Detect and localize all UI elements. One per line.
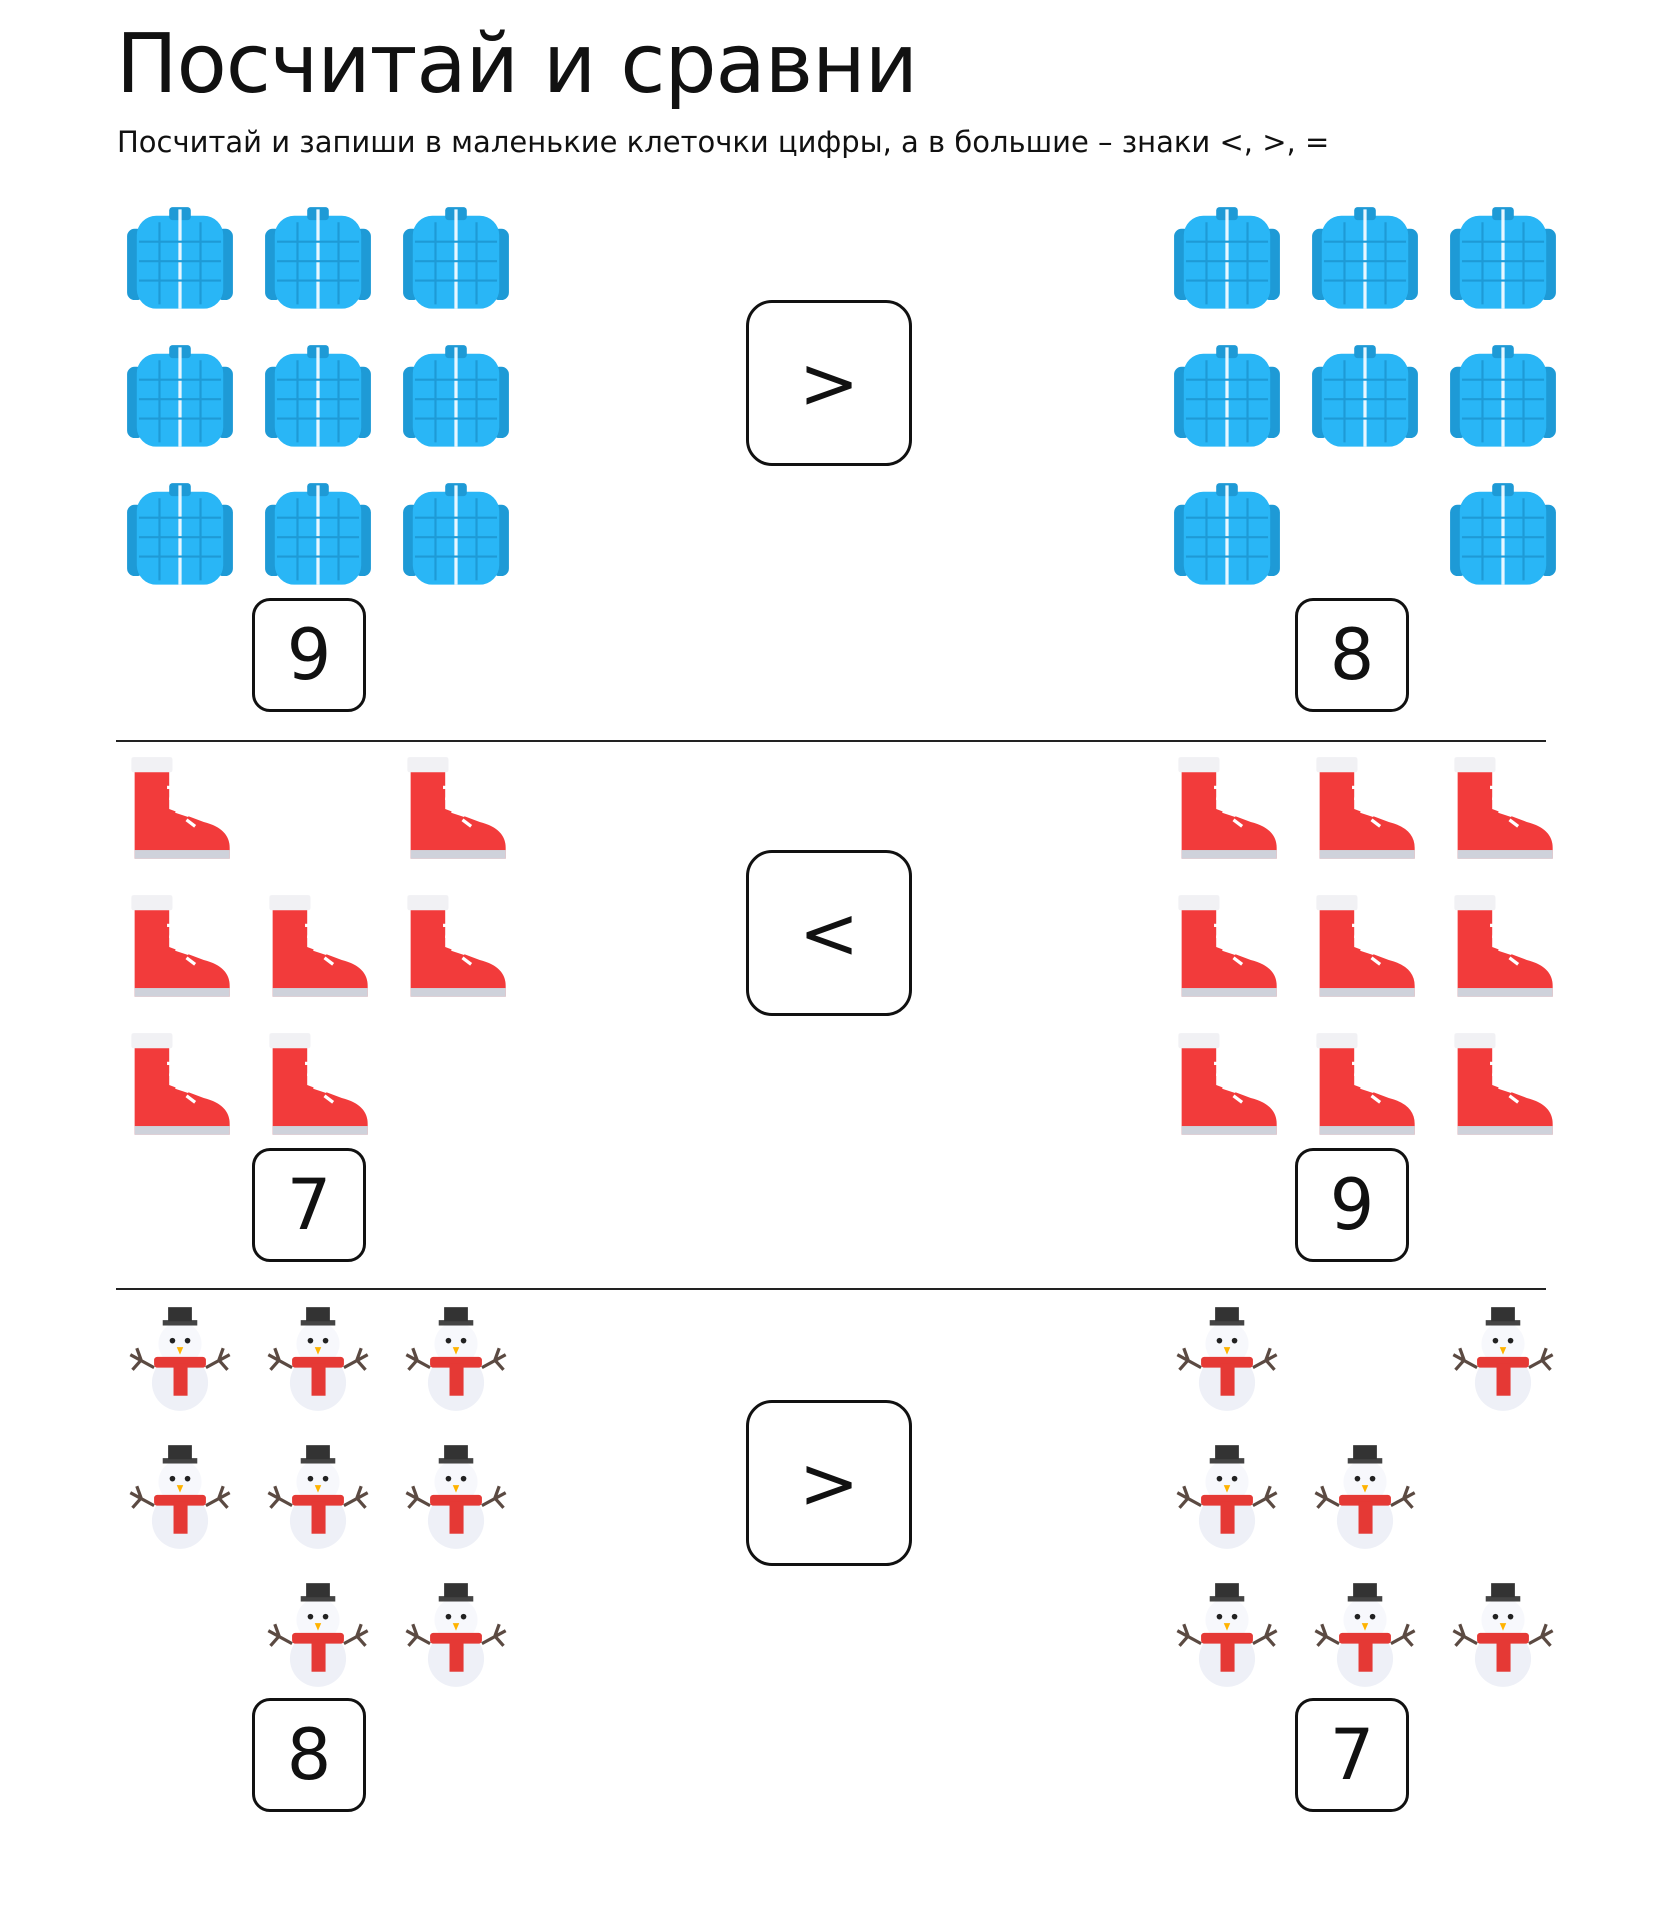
right-item-group — [1173, 205, 1557, 589]
right-count-box[interactable]: 7 — [1295, 1698, 1409, 1812]
boot-icon — [1449, 893, 1557, 1001]
snowman-icon — [1311, 1581, 1419, 1689]
snowman-icon — [1173, 1305, 1281, 1413]
instructions: Посчитай и запиши в маленькие клеточки цифры, а в большие – знаки <, >, = — [117, 125, 1330, 159]
jacket-icon — [126, 205, 234, 313]
snowman-icon — [402, 1443, 510, 1551]
jacket-icon — [1311, 205, 1419, 313]
snowman-icon — [402, 1305, 510, 1413]
right-count-box[interactable]: 9 — [1295, 1148, 1409, 1262]
right-item-group — [1173, 755, 1557, 1139]
right-count-box[interactable]: 8 — [1295, 598, 1409, 712]
boot-icon — [402, 893, 510, 1001]
snowman-icon — [126, 1305, 234, 1413]
snowman-icon — [1311, 1443, 1419, 1551]
left-item-group — [126, 205, 510, 589]
jacket-icon — [264, 481, 372, 589]
comparison-sign-box[interactable]: < — [746, 850, 912, 1016]
boot-icon — [1449, 755, 1557, 863]
boot-icon — [1311, 893, 1419, 1001]
snowman-icon — [264, 1443, 372, 1551]
snowman-icon — [402, 1581, 510, 1689]
row-divider — [116, 1288, 1546, 1290]
boot-icon — [264, 1031, 372, 1139]
boot-icon — [126, 893, 234, 1001]
jacket-icon — [402, 481, 510, 589]
jacket-icon — [126, 343, 234, 451]
comparison-sign-box[interactable]: > — [746, 1400, 912, 1566]
snowman-icon — [126, 1443, 234, 1551]
page-title: Посчитай и сравни — [116, 17, 917, 112]
boot-icon — [126, 755, 234, 863]
snowman-icon — [264, 1581, 372, 1689]
jacket-icon — [1311, 343, 1419, 451]
jacket-icon — [126, 481, 234, 589]
jacket-icon — [1449, 481, 1557, 589]
comparison-sign-box[interactable]: > — [746, 300, 912, 466]
snowman-icon — [1449, 1581, 1557, 1689]
left-count-box[interactable]: 9 — [252, 598, 366, 712]
left-item-group — [126, 755, 510, 1139]
boot-icon — [1311, 755, 1419, 863]
comparison-row-1 — [0, 205, 1654, 755]
jacket-icon — [264, 343, 372, 451]
left-count-box[interactable]: 8 — [252, 1698, 366, 1812]
jacket-icon — [1449, 343, 1557, 451]
left-item-group — [126, 1305, 510, 1689]
comparison-row-3 — [0, 1305, 1654, 1855]
boot-icon — [264, 893, 372, 1001]
boot-icon — [1173, 1031, 1281, 1139]
jacket-icon — [402, 343, 510, 451]
boot-icon — [1449, 1031, 1557, 1139]
jacket-icon — [1173, 205, 1281, 313]
comparison-row-2 — [0, 755, 1654, 1305]
snowman-icon — [264, 1305, 372, 1413]
boot-icon — [1173, 893, 1281, 1001]
row-divider — [116, 740, 1546, 742]
boot-icon — [1173, 755, 1281, 863]
jacket-icon — [1449, 205, 1557, 313]
jacket-icon — [1173, 481, 1281, 589]
snowman-icon — [1173, 1443, 1281, 1551]
jacket-icon — [264, 205, 372, 313]
boot-icon — [402, 755, 510, 863]
boot-icon — [126, 1031, 234, 1139]
jacket-icon — [1173, 343, 1281, 451]
boot-icon — [1311, 1031, 1419, 1139]
snowman-icon — [1173, 1581, 1281, 1689]
right-item-group — [1173, 1305, 1557, 1689]
jacket-icon — [402, 205, 510, 313]
left-count-box[interactable]: 7 — [252, 1148, 366, 1262]
snowman-icon — [1449, 1305, 1557, 1413]
